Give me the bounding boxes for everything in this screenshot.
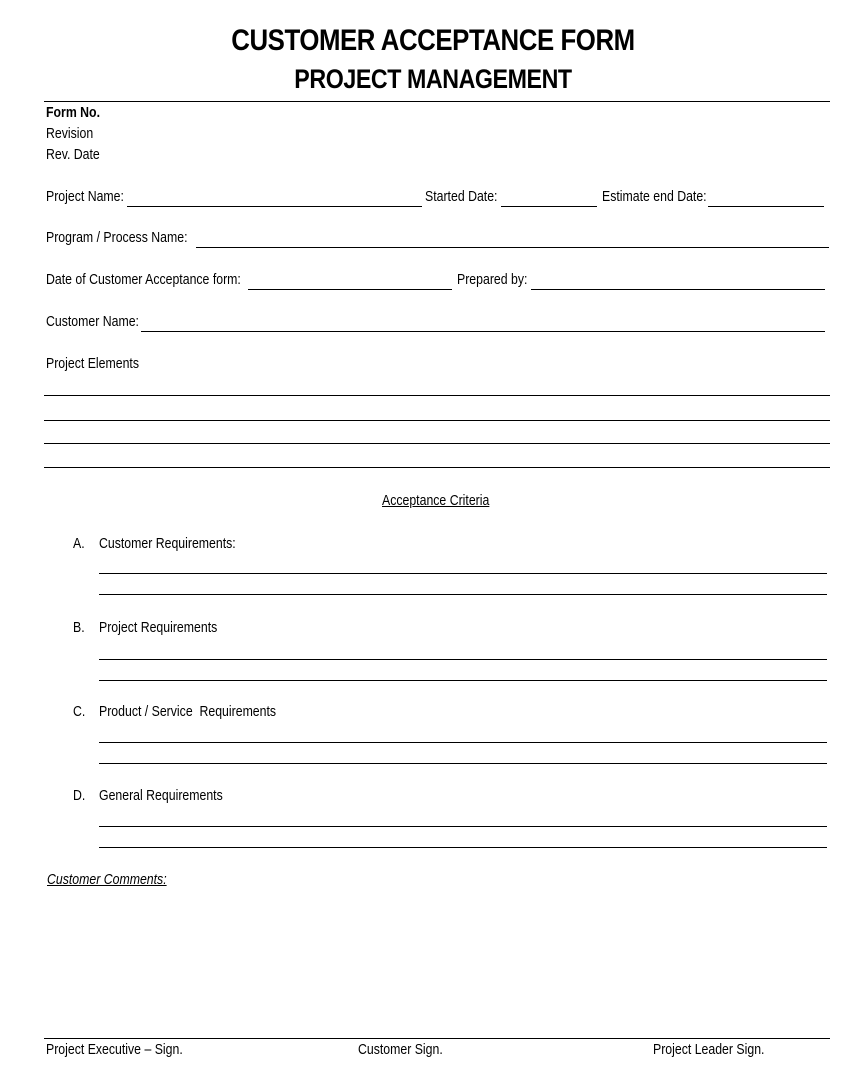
program-process-label: Program / Process Name: <box>46 229 188 246</box>
customer-name-field[interactable] <box>141 331 825 332</box>
prepared-by-label: Prepared by: <box>457 271 528 288</box>
revision-label: Revision <box>46 125 94 142</box>
customer-name-label: Customer Name: <box>46 313 139 330</box>
criteria-letter: A. <box>73 535 85 552</box>
started-date-field[interactable] <box>501 206 597 207</box>
prepared-by-field[interactable] <box>531 289 825 290</box>
criteria-letter: D. <box>73 787 86 804</box>
project-requirements-label: Project Requirements <box>99 619 218 636</box>
customer-requirements-line[interactable] <box>99 594 827 595</box>
program-process-field[interactable] <box>196 247 829 248</box>
product-service-requirements-label: Product / Service Requirements <box>99 703 277 720</box>
rev-date-label: Rev. Date <box>46 146 100 163</box>
estimate-end-date-label: Estimate end Date: <box>602 188 707 205</box>
signature-divider <box>44 1038 830 1039</box>
product-service-requirements-line[interactable] <box>99 742 827 743</box>
project-elements-line[interactable] <box>44 395 830 396</box>
project-leader-sign: Project Leader Sign. <box>653 1041 765 1058</box>
product-service-requirements-line[interactable] <box>99 763 827 764</box>
project-elements-label: Project Elements <box>46 355 139 372</box>
started-date-label: Started Date: <box>425 188 498 205</box>
header-divider <box>44 101 830 102</box>
customer-sign: Customer Sign. <box>358 1041 443 1058</box>
project-elements-line[interactable] <box>44 443 830 444</box>
date-acceptance-field[interactable] <box>248 289 452 290</box>
criteria-letter: B. <box>73 619 85 636</box>
form-subtitle: PROJECT MANAGEMENT <box>294 64 572 94</box>
project-elements-line[interactable] <box>44 420 830 421</box>
project-requirements-line[interactable] <box>99 659 827 660</box>
criteria-letter: C. <box>73 703 86 720</box>
date-acceptance-label: Date of Customer Acceptance form: <box>46 271 241 288</box>
general-requirements-label: General Requirements <box>99 787 223 804</box>
form-title: CUSTOMER ACCEPTANCE FORM <box>231 24 635 57</box>
estimate-end-date-field[interactable] <box>708 206 824 207</box>
project-name-field[interactable] <box>127 206 422 207</box>
customer-comments-label: Customer Comments: <box>47 871 167 888</box>
general-requirements-line[interactable] <box>99 826 827 827</box>
project-elements-line[interactable] <box>44 467 830 468</box>
acceptance-criteria-heading: Acceptance Criteria <box>382 492 490 509</box>
project-requirements-line[interactable] <box>99 680 827 681</box>
form-no-label: Form No. <box>46 104 100 121</box>
customer-requirements-label: Customer Requirements: <box>99 535 236 552</box>
customer-comments-area[interactable] <box>44 895 830 1030</box>
general-requirements-line[interactable] <box>99 847 827 848</box>
project-name-label: Project Name: <box>46 188 124 205</box>
customer-requirements-line[interactable] <box>99 573 827 574</box>
project-executive-sign: Project Executive – Sign. <box>46 1041 183 1058</box>
